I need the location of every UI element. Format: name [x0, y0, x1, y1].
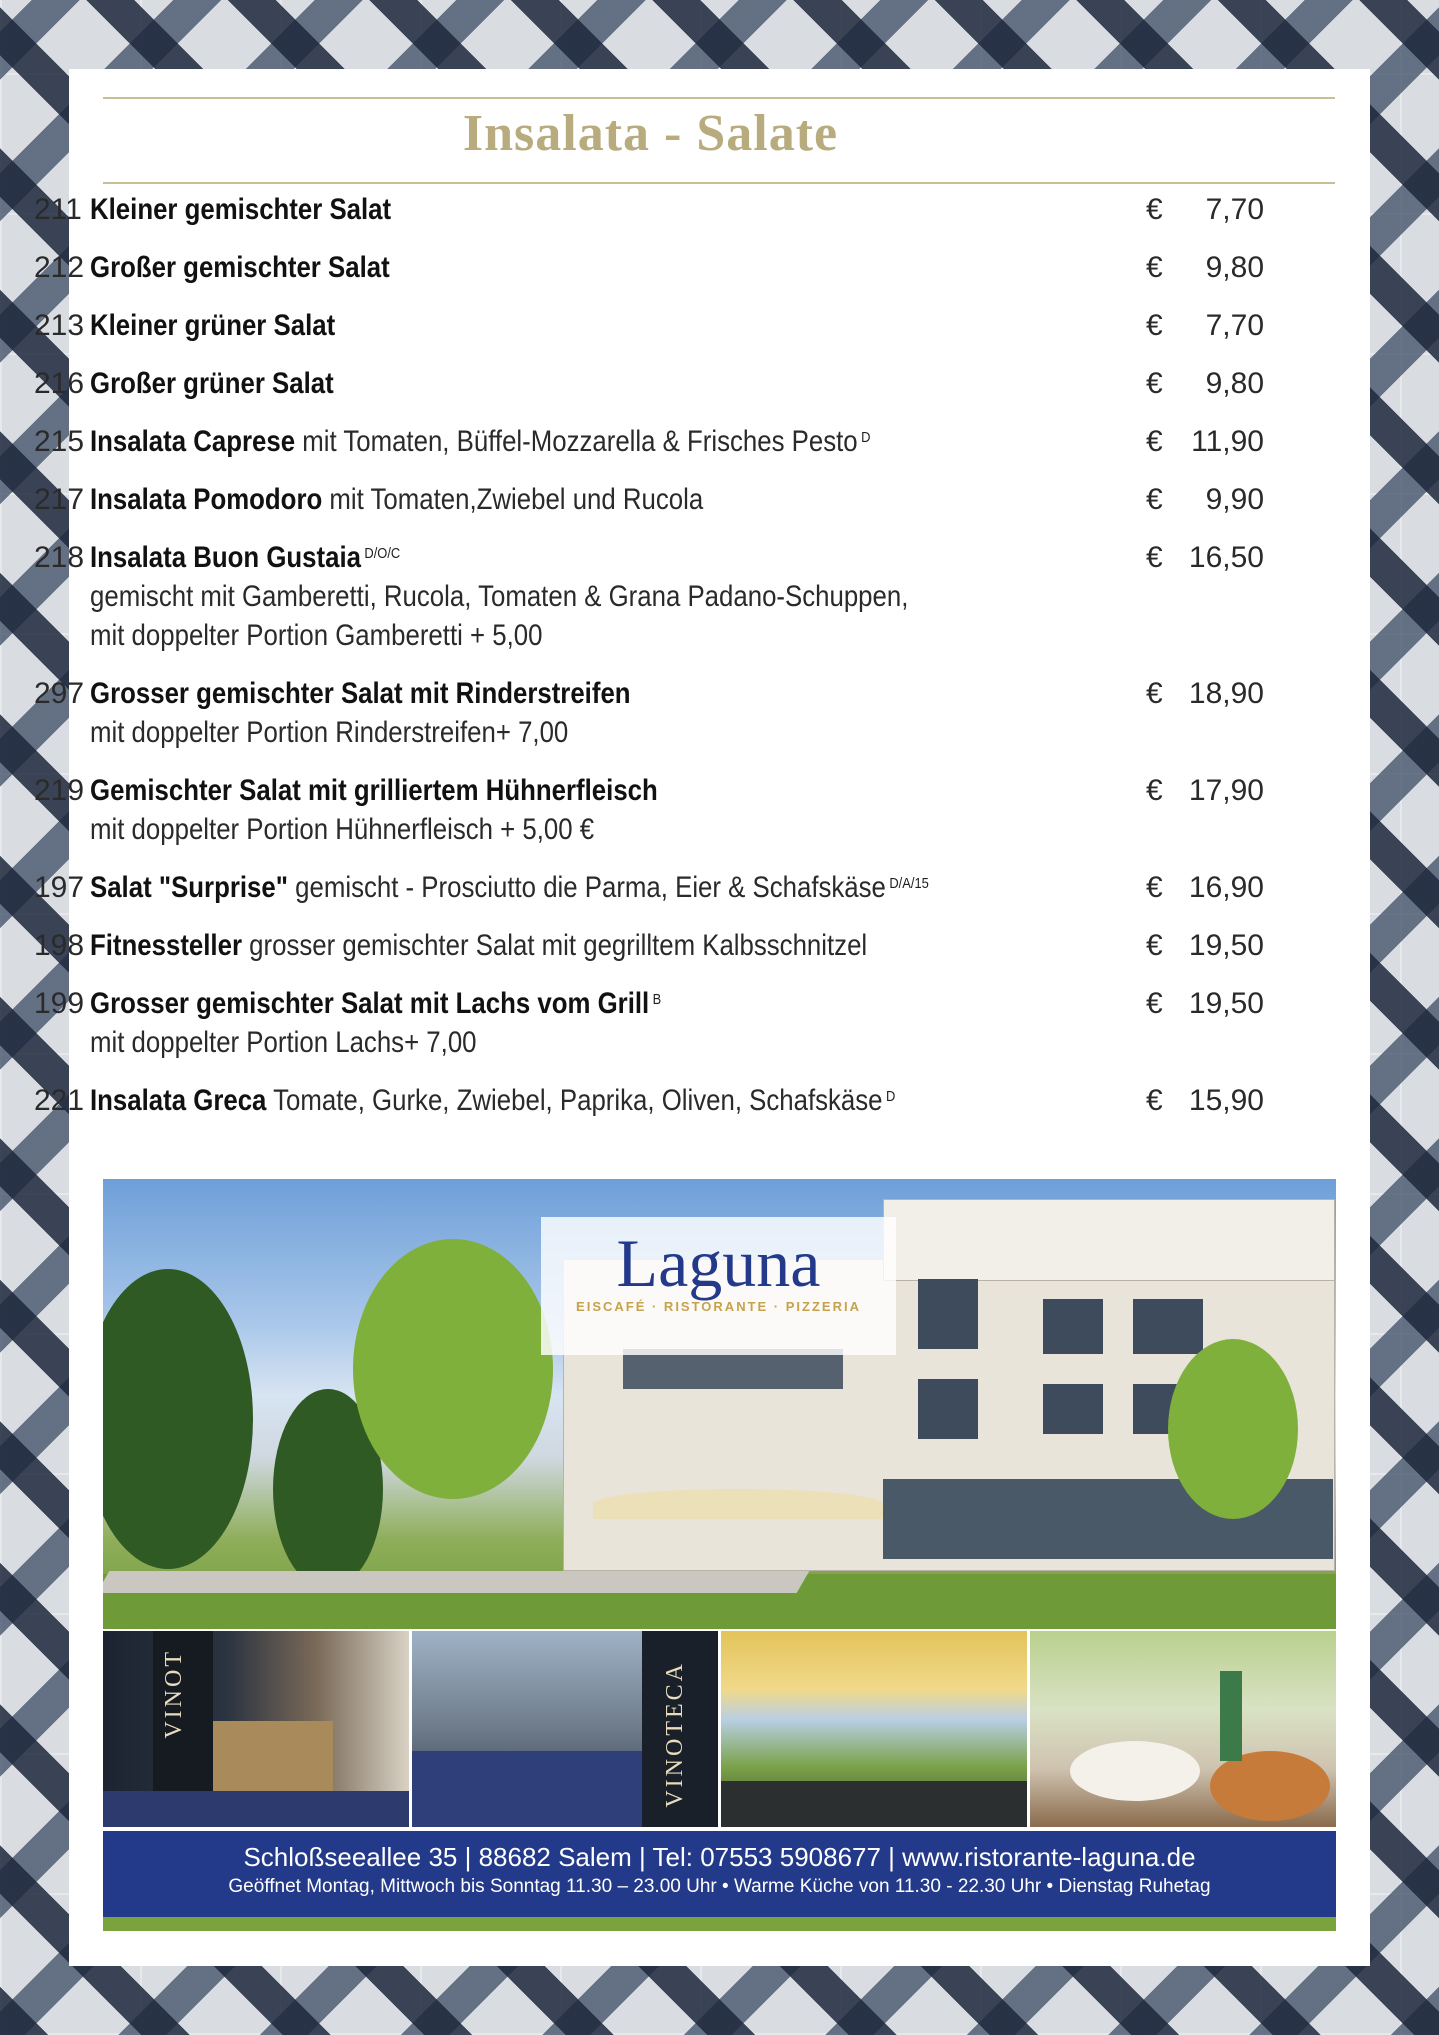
item-body	[90, 1081, 950, 1120]
price-value: 16,50	[1188, 541, 1264, 574]
item-body	[90, 364, 950, 403]
menu-item	[34, 926, 1266, 965]
plate-shape	[1070, 1741, 1200, 1801]
item-name: Insalata Buon Gustaia	[90, 541, 361, 574]
item-body	[90, 422, 950, 461]
item-name: Grosser gemischter Salat mit Lachs vom Grill	[90, 987, 650, 1020]
dish-shape	[1210, 1751, 1330, 1821]
item-description: mit Tomaten, Büffel-Mozzarella & Frisches Pesto	[295, 425, 858, 458]
item-number: 215	[34, 425, 85, 458]
item-description: gemischt - Prosciutto die Parma, Eier & Schafskäse	[287, 871, 886, 904]
menu-item	[34, 480, 1266, 519]
restaurant-photo	[103, 1179, 1336, 1629]
item-body	[90, 674, 950, 752]
allergen-codes: D/A/15	[889, 875, 929, 892]
item-name: Grosser gemischter Salat mit Rinderstreifen	[90, 677, 631, 710]
item-number: 218	[34, 541, 85, 574]
bottle-display	[213, 1721, 333, 1801]
currency: €	[1146, 483, 1163, 516]
item-subline: gemischt mit Gamberetti, Rucola, Tomaten & Grana Padano-Schuppen,	[90, 580, 909, 613]
menu-item	[34, 538, 1266, 655]
item-name: Kleiner gemischter Salat	[90, 193, 392, 226]
item-name: Insalata Caprese	[90, 425, 296, 458]
currency: €	[1146, 1084, 1163, 1117]
price-value: 19,50	[1188, 929, 1264, 962]
price-value: 17,90	[1188, 774, 1264, 807]
opening-hours: Geöffnet Montag, Mittwoch bis Sonntag 11.30 – 23.00 Uhr • Warme Küche von 11.30 - 22.30 Uhr • Dienstag Ruhetag	[228, 1876, 1211, 1897]
item-number: 217	[34, 483, 85, 516]
tree-shape	[103, 1269, 253, 1569]
price-value: 9,80	[1205, 367, 1264, 400]
tree-shape	[1168, 1339, 1298, 1519]
window-shape	[1133, 1299, 1203, 1354]
item-subline-2: mit doppelter Portion Gamberetti + 5,00	[90, 619, 543, 652]
path-shape	[103, 1571, 809, 1593]
item-name: Fitnessteller	[90, 929, 242, 962]
item-subline: mit doppelter Portion Lachs+ 7,00	[90, 1026, 477, 1059]
item-number: 219	[34, 774, 85, 807]
window-shape	[918, 1279, 978, 1349]
bottle-shape	[1220, 1671, 1242, 1761]
vinoteca-sign: VINOT	[161, 1649, 187, 1739]
menu-item	[34, 190, 1266, 229]
item-number: 216	[34, 367, 85, 400]
page-title: Insalata - Salate	[462, 105, 839, 162]
laguna-logo	[541, 1217, 896, 1355]
menu-item	[34, 771, 1266, 849]
item-subline: mit doppelter Portion Rinderstreifen+ 7,00	[90, 716, 569, 749]
item-name: Insalata Greca	[90, 1084, 267, 1117]
item-name: Salat "Surprise"	[90, 871, 288, 904]
menu-item	[34, 868, 1266, 907]
item-body	[90, 538, 950, 655]
price-value: 9,90	[1205, 483, 1264, 516]
item-price	[1146, 926, 1266, 965]
currency: €	[1146, 425, 1163, 458]
menu-item	[34, 674, 1266, 752]
window-shape	[1043, 1299, 1103, 1354]
window-shape	[623, 1349, 843, 1389]
contact-footer	[103, 1831, 1336, 1917]
menu-item	[34, 1081, 1266, 1120]
price-value: 11,90	[1191, 425, 1264, 458]
price-value: 7,70	[1205, 193, 1264, 226]
item-number: 212	[34, 251, 85, 284]
allergen-codes: D/O/C	[364, 545, 401, 562]
item-number: 213	[34, 309, 85, 342]
title-rule-bottom	[103, 182, 1335, 184]
window-shape	[918, 1379, 978, 1439]
currency: €	[1146, 251, 1163, 284]
menu-item	[34, 248, 1266, 287]
menu-list	[34, 190, 1266, 1139]
item-price	[1146, 422, 1266, 461]
item-name: Gemischter Salat mit grilliertem Hühnerfleisch	[90, 774, 658, 807]
allergen-codes: B	[652, 991, 662, 1008]
currency: €	[1146, 309, 1163, 342]
item-number: 221	[34, 1084, 85, 1117]
item-price	[1146, 190, 1266, 229]
item-body	[90, 190, 950, 229]
title-rule-top	[103, 97, 1335, 99]
umbrella-shape	[593, 1489, 883, 1519]
menu-item	[34, 364, 1266, 403]
currency: €	[1146, 987, 1163, 1020]
item-price	[1146, 306, 1266, 345]
price-value: 19,50	[1188, 987, 1264, 1020]
item-name: Großer grüner Salat	[90, 367, 334, 400]
currency: €	[1146, 871, 1163, 904]
item-price	[1146, 538, 1266, 577]
item-price	[1146, 248, 1266, 287]
item-name: Insalata Pomodoro	[90, 483, 323, 516]
item-price	[1146, 480, 1266, 519]
item-description: mit Tomaten,Zwiebel und Rucola	[322, 483, 704, 516]
item-price	[1146, 868, 1266, 907]
item-description: grosser gemischter Salat mit gegrilltem Kalbsschnitzel	[241, 929, 868, 962]
item-subline: mit doppelter Portion Hühnerfleisch + 5,00 €	[90, 813, 595, 846]
item-number: 211	[34, 193, 82, 226]
item-description: Tomate, Gurke, Zwiebel, Paprika, Oliven, Schafskäse	[266, 1084, 883, 1117]
currency: €	[1146, 677, 1163, 710]
item-body	[90, 771, 950, 849]
terrace-chairs	[721, 1781, 1027, 1827]
item-body	[90, 868, 950, 907]
currency: €	[1146, 929, 1163, 962]
currency: €	[1146, 367, 1163, 400]
item-price	[1146, 674, 1266, 713]
item-body	[90, 248, 950, 287]
building-roof	[883, 1199, 1335, 1281]
currency: €	[1146, 774, 1163, 807]
grass-strip	[103, 1917, 1336, 1931]
item-body	[90, 480, 950, 519]
price-value: 9,80	[1205, 251, 1264, 284]
thumb-food	[1030, 1631, 1336, 1827]
logo-name: Laguna	[616, 1225, 821, 1301]
price-value: 16,90	[1188, 871, 1264, 904]
allergen-codes: D	[861, 429, 871, 446]
price-value: 7,70	[1205, 309, 1264, 342]
item-price	[1146, 364, 1266, 403]
menu-item	[34, 984, 1266, 1062]
logo-tagline: EISCAFÉ · RISTORANTE · PIZZERIA	[576, 1299, 861, 1314]
item-price	[1146, 1081, 1266, 1120]
item-name: Großer gemischter Salat	[90, 251, 390, 284]
item-body	[90, 984, 950, 1062]
tree-shape	[353, 1239, 553, 1499]
item-number: 297	[34, 677, 85, 710]
window-shape	[1043, 1384, 1103, 1434]
item-price	[1146, 984, 1266, 1023]
price-value: 15,90	[1188, 1084, 1264, 1117]
price-value: 18,90	[1188, 677, 1264, 710]
currency: €	[1146, 193, 1163, 226]
bar-counter	[103, 1791, 409, 1827]
thumb-terrace	[721, 1631, 1027, 1827]
address-line: Schloßseeallee 35 | 88682 Salem | Tel: 07553 5908677 | www.ristorante-laguna.de	[243, 1842, 1196, 1872]
chairs-shape	[412, 1751, 642, 1827]
currency: €	[1146, 541, 1163, 574]
item-body	[90, 306, 950, 345]
item-number: 197	[34, 871, 85, 904]
vinoteca-sign-2: VINOTECA	[662, 1661, 688, 1808]
allergen-codes: D	[885, 1088, 896, 1105]
thumb-dining-room	[412, 1631, 718, 1827]
photo-strip	[103, 1631, 1336, 1827]
menu-item	[34, 306, 1266, 345]
thumb-vinoteca-bar	[103, 1631, 409, 1827]
item-number: 198	[34, 929, 85, 962]
menu-item	[34, 422, 1266, 461]
item-name: Kleiner grüner Salat	[90, 309, 336, 342]
item-body	[90, 926, 950, 965]
item-number: 199	[34, 987, 85, 1020]
item-price	[1146, 771, 1266, 810]
